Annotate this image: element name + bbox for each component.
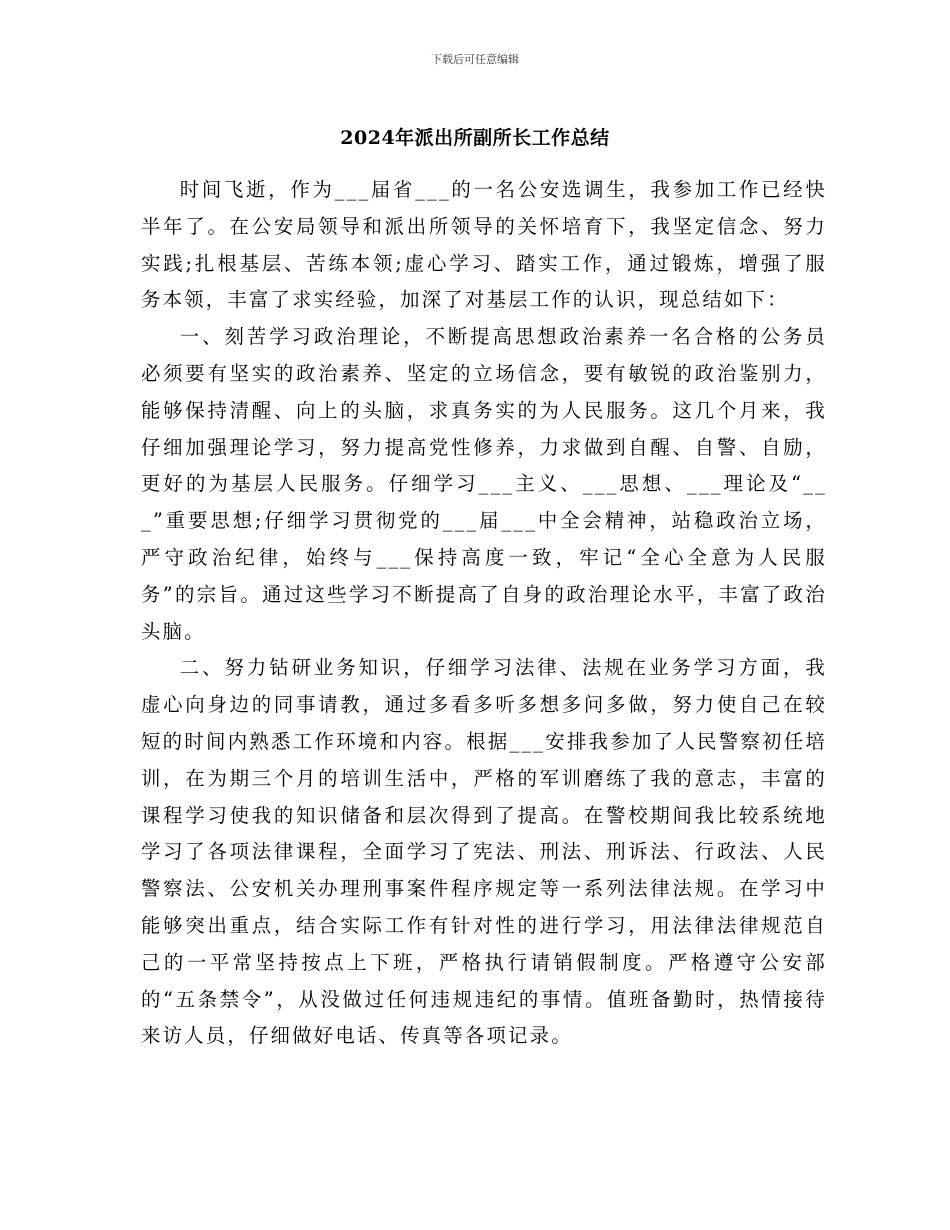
paragraph-section-one: 一、刻苦学习政治理论，不断提高思想政治素养一名合格的公务员必须要有坚实的政治素养、坚定的立场信念，要有敏锐的政治鉴别力，能够保持清醒、向上的头脑，求真务实的为人民服务。这几个月来，我仔细加强理论学习，努力提高党性修养，力求做到自醒、自警、自励，更好的为基层人民服务。仔细学习___主义、___思想、___理论及“___”重要思想;仔细学习贯彻党的___届___中全会精神，站稳政治立场，严守政治纪律，始终与___保持高度一致，牢记“全心全意为人民服务”的宗旨。通过这些学习不断提高了自身的政治理论水平，丰富了政治头脑。 (141, 325, 827, 643)
paragraph-section-two: 二、努力钻研业务知识，仔细学习法律、法规在业务学习方面，我虚心向身边的同事请教，通过多看多听多想多问多做，努力使自己在较短的时间内熟悉工作环境和内容。根据___安排我参加了人民警察初任培训，在为期三个月的培训生活中，严格的军训磨练了我的意志，丰富的课程学习使我的知识储备和层次得到了提高。在警校期间我比较系统地学习了各项法律课程，全面学习了宪法、刑法、刑诉法、行政法、人民警察法、公安机关办理刑事案件程序规定等一系列法律法规。在学习中能够突出重点，结合实际工作有针对性的进行学习，用法律法律规范自己的一平常坚持按点上下班，严格执行请销假制度。严格遵守公安部的“五条禁令”，从没做过任何违规违纪的事情。值班备勤时，热情接待来访人员，仔细做好电话、传真等各项记录。 (141, 656, 827, 1048)
document-body (141, 172, 827, 1055)
paragraph-intro: 时间飞逝，作为___届省___的一名公安选调生，我参加工作已经快半年了。在公安局领导和派出所领导的关怀培育下，我坚定信念、努力实践;扎根基层、苦练本领;虚心学习、踏实工作，通过锻炼，增强了服务本领，丰富了求实经验，加深了对基层工作的认识，现总结如下： (141, 178, 827, 312)
document-title: 2024年派出所副所长工作总结 (340, 127, 610, 149)
page-header-note: 下载后可任意编辑 (431, 53, 519, 66)
